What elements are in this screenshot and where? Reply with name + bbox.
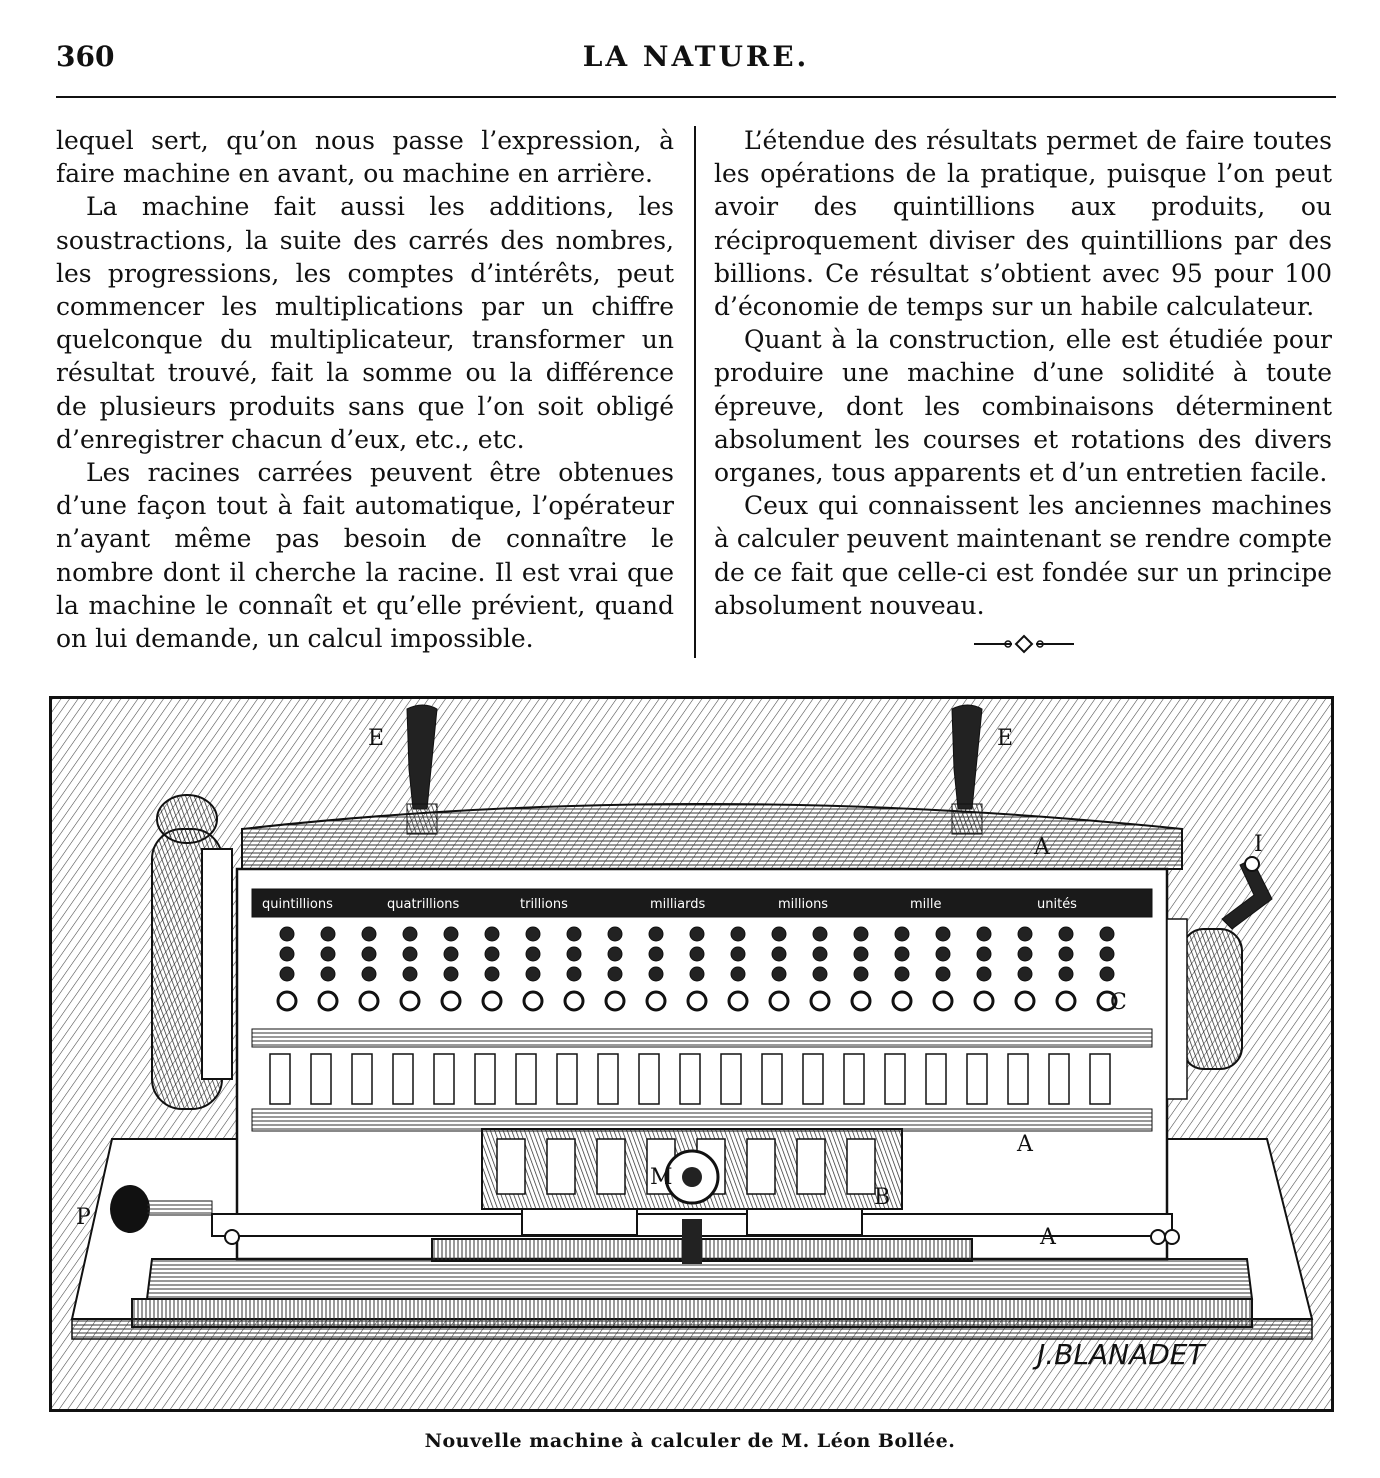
key-button — [280, 947, 294, 961]
key-button — [360, 992, 378, 1010]
key-button — [690, 927, 704, 941]
header-rule — [56, 96, 1336, 98]
key-button — [688, 992, 706, 1010]
counter-slot — [1090, 1054, 1110, 1104]
key-button — [526, 947, 540, 961]
right-paragraph-1: L’étendue des résultats permet de faire toutes les opérations de la pratique, puisque l’on peut avoir des quintillions aux produits, ou réciproquement diviser des quintillions par des billions. Ce résultat s’obtient avec 95 pour 100 d’économie de temps sur un habile calculateur. — [714, 126, 1332, 322]
left-paragraph-2: La machine fait aussi les additions, les soustractions, la suite des carrés des nombres, les progressions, les comptes d’intérêts, peut commencer les multiplications par un chiffre quelconque du multiplicateur, transformer un résultat trouvé, fait la somme ou la différence de plusieurs produits sans que l’on soit obligé d’enregistrer chacun d’eux, etc., etc. — [56, 192, 674, 454]
key-button — [444, 947, 458, 961]
key-button — [854, 927, 868, 941]
key-button — [444, 967, 458, 981]
left-clamp — [522, 1209, 637, 1235]
key-button — [444, 927, 458, 941]
key-button — [485, 967, 499, 981]
counter-slot — [393, 1054, 413, 1104]
key-button — [321, 947, 335, 961]
key-button — [1059, 947, 1073, 961]
scale-label-millions: millions — [778, 897, 829, 912]
key-button — [977, 927, 991, 941]
key-button — [852, 992, 870, 1010]
calculating-machine-illustration — [52, 699, 1331, 1409]
label-P: P — [76, 1205, 91, 1230]
key-button — [1100, 927, 1114, 941]
key-button — [731, 927, 745, 941]
key-button — [403, 947, 417, 961]
engraver-signature: J.BLANADET — [1037, 1338, 1205, 1371]
counter-slot — [434, 1054, 454, 1104]
key-button — [895, 967, 909, 981]
key-button — [526, 927, 540, 941]
key-button — [811, 992, 829, 1010]
counter-slot — [311, 1054, 331, 1104]
key-button — [606, 992, 624, 1010]
key-button — [649, 947, 663, 961]
key-button — [280, 927, 294, 941]
counter-slot — [967, 1054, 987, 1104]
key-button — [649, 927, 663, 941]
right-clamp — [747, 1209, 862, 1235]
right-paragraph-3: Ceux qui connaissent les anciennes machines à calculer peuvent maintenant se rendre compte de ce fait que celle-ci est fondée sur un principe absolument nouveau. — [714, 491, 1332, 620]
key-button — [567, 967, 581, 981]
label-C: C — [1110, 990, 1127, 1015]
key-button — [362, 967, 376, 981]
counter-slot — [844, 1054, 864, 1104]
carriage-window — [797, 1139, 825, 1194]
figure-caption: Nouvelle machine à calculer de M. Léon Bollée. — [424, 1430, 956, 1452]
end-ornament — [974, 634, 1074, 654]
counter-slot — [1049, 1054, 1069, 1104]
key-button — [647, 992, 665, 1010]
counter-slot — [1008, 1054, 1028, 1104]
scale-label-unites: unités — [1037, 897, 1077, 912]
key-button — [1059, 967, 1073, 981]
key-button — [772, 947, 786, 961]
key-button — [729, 992, 747, 1010]
key-button — [1018, 967, 1032, 981]
carriage-rail — [252, 1029, 1152, 1047]
key-button — [567, 927, 581, 941]
machine-plinth — [147, 1259, 1252, 1299]
right-paragraph-2: Quant à la construction, elle est étudiée pour produire une machine d’une solidité à toute épreuve, dont les combinaisons déterminent absolument les courses et rotations des divers organes, tous apparents et d’un entretien facile. — [714, 325, 1332, 488]
left-paragraph-1: lequel sert, qu’on nous passe l’expression, à faire machine en avant, ou machine en arrière. — [56, 126, 674, 189]
key-button — [813, 947, 827, 961]
center-post — [682, 1219, 702, 1264]
lower-rail — [252, 1109, 1152, 1131]
label-I: I — [1254, 832, 1263, 857]
key-button — [1016, 992, 1034, 1010]
key-button — [321, 927, 335, 941]
key-button — [1059, 927, 1073, 941]
key-button — [772, 967, 786, 981]
page-number: 360 — [56, 40, 115, 73]
counter-slot — [926, 1054, 946, 1104]
key-button — [977, 967, 991, 981]
running-title: LA NATURE. — [582, 40, 810, 73]
counter-slot — [475, 1054, 495, 1104]
key-button — [567, 947, 581, 961]
key-button — [1100, 967, 1114, 981]
counter-slot — [516, 1054, 536, 1104]
counter-slot — [639, 1054, 659, 1104]
slot-row — [270, 1054, 1110, 1104]
key-button — [731, 947, 745, 961]
key-button — [977, 947, 991, 961]
counter-slot — [803, 1054, 823, 1104]
key-button — [936, 967, 950, 981]
key-button — [362, 947, 376, 961]
label-B: B — [874, 1185, 891, 1210]
page-header — [56, 40, 1336, 84]
carriage-window — [497, 1139, 525, 1194]
column-divider — [694, 126, 696, 658]
scale-label-mille: mille — [910, 897, 942, 912]
key-button — [1018, 927, 1032, 941]
key-button — [526, 967, 540, 981]
key-button — [608, 927, 622, 941]
key-button — [608, 947, 622, 961]
key-button — [362, 927, 376, 941]
key-button — [893, 992, 911, 1010]
key-button — [1057, 992, 1075, 1010]
key-button — [895, 927, 909, 941]
key-button — [975, 992, 993, 1010]
label-A-top: A — [1034, 835, 1050, 860]
key-button — [321, 967, 335, 981]
left-column — [56, 124, 674, 655]
key-button — [895, 947, 909, 961]
key-button — [1018, 947, 1032, 961]
label-M: M — [650, 1165, 673, 1190]
key-button — [649, 967, 663, 981]
key-button — [770, 992, 788, 1010]
key-button — [485, 947, 499, 961]
carriage-window — [747, 1139, 775, 1194]
counter-slot — [270, 1054, 290, 1104]
key-button — [772, 927, 786, 941]
label-A-bottom: A — [1040, 1225, 1056, 1250]
counter-slot — [721, 1054, 741, 1104]
key-button — [936, 947, 950, 961]
key-button — [854, 947, 868, 961]
counter-slot — [680, 1054, 700, 1104]
key-button — [565, 992, 583, 1010]
key-button — [403, 927, 417, 941]
key-button — [401, 992, 419, 1010]
counter-slot — [762, 1054, 782, 1104]
base-board — [132, 1299, 1252, 1327]
key-button — [690, 947, 704, 961]
key-button — [731, 967, 745, 981]
key-button — [485, 927, 499, 941]
carriage-window — [547, 1139, 575, 1194]
key-button — [442, 992, 460, 1010]
key-button — [690, 967, 704, 981]
key-button — [278, 992, 296, 1010]
key-button — [934, 992, 952, 1010]
counter-slot — [885, 1054, 905, 1104]
counter-slot — [598, 1054, 618, 1104]
key-button — [483, 992, 501, 1010]
scale-label-quintillions: quintillions — [262, 897, 333, 912]
counter-slot — [557, 1054, 577, 1104]
label-A-mid: A — [1017, 1132, 1033, 1157]
scale-label-trillions: trillions — [520, 897, 568, 912]
figure-frame — [49, 696, 1334, 1412]
key-button — [1100, 947, 1114, 961]
carriage-window — [597, 1139, 625, 1194]
key-button — [524, 992, 542, 1010]
central-gear-hub — [682, 1167, 702, 1187]
label-E-left: E — [368, 726, 385, 751]
carriage-window — [847, 1139, 875, 1194]
right-column — [714, 124, 1332, 622]
key-button — [403, 967, 417, 981]
scale-label-milliards: milliards — [650, 897, 706, 912]
key-button — [936, 927, 950, 941]
key-button — [280, 967, 294, 981]
key-button — [319, 992, 337, 1010]
key-button — [813, 927, 827, 941]
left-paragraph-3: Les racines carrées peuvent être obtenues d’une façon tout à fait automatique, l’opérateur n’ayant même pas besoin de connaître le nombre dont il cherche la racine. Il est vrai que la machine le connaît et qu’elle prévient, quand on lui demande, un calcul impossible. — [56, 458, 674, 654]
label-E-right: E — [997, 726, 1014, 751]
key-button — [813, 967, 827, 981]
scale-label-quatrillions: quatrillions — [387, 897, 460, 912]
key-button — [854, 967, 868, 981]
counter-slot — [352, 1054, 372, 1104]
key-button — [608, 967, 622, 981]
